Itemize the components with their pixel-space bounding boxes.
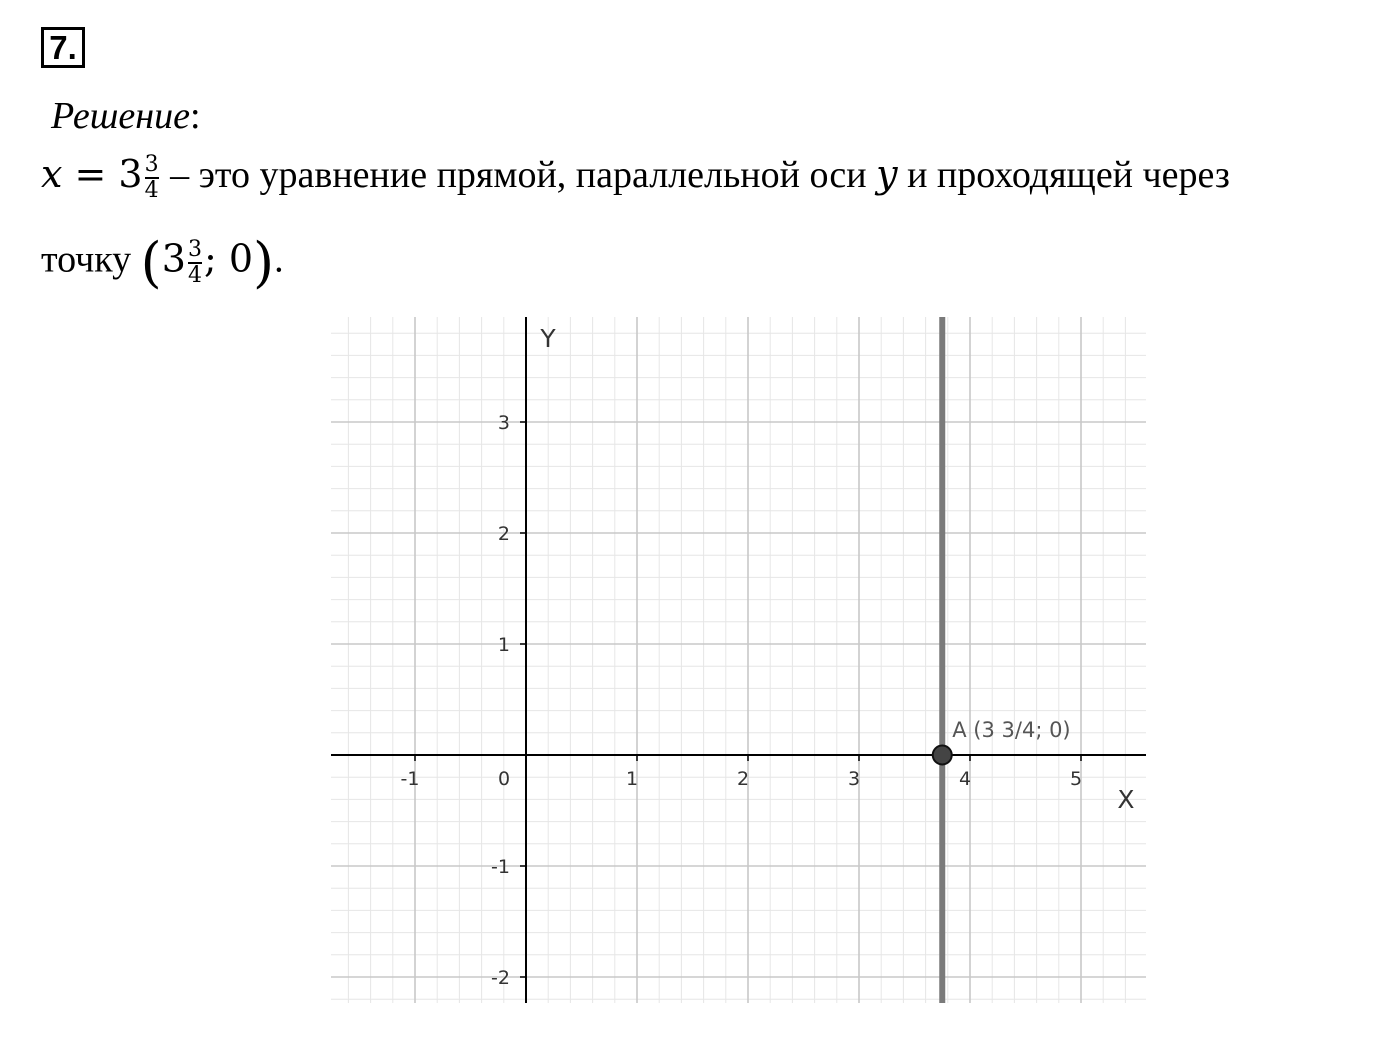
eq-sign: = 3 [62,152,143,196]
point-close-paren: ) [253,231,275,294]
y-axis-label: Y [540,324,556,353]
eq-axis: y [876,152,898,196]
minor-grid [331,317,1146,1003]
y-tick-label: 2 [497,523,510,545]
point-whole: 3 [161,236,186,281]
y-tick-label: 3 [497,412,510,434]
point-word: точку [41,238,141,281]
axes [331,317,1146,1003]
point-group [933,718,1071,765]
x-tick-label: 1 [625,768,639,790]
x-axis-label: X [1117,785,1135,814]
solution-heading-colon: : [189,95,201,137]
point-a [933,746,952,765]
y-tick-label: -2 [491,967,510,989]
solution-heading-text: Решение [51,95,190,137]
origin-label: 0 [497,768,511,790]
eq-var: x [41,152,63,196]
point-period: . [274,238,284,281]
eq-frac-den: 4 [144,178,159,204]
major-grid [331,317,1146,1003]
eq-text-2: и проходящей через [897,154,1230,196]
eq-text-1: – это уравнение прямой, параллельной оси [160,154,877,196]
x-tick-label: 4 [958,768,972,790]
y-tick-label: -1 [491,856,510,878]
point-open-paren: ( [140,231,162,294]
point-rest: ; 0 [203,236,253,281]
x-tick-label: -1 [400,768,420,790]
task-number: 7. [41,27,85,68]
point-frac-num: 3 [187,237,202,262]
x-tick-label: 2 [736,768,750,790]
point-frac-den: 4 [187,263,202,288]
x-tick-label: 5 [1069,768,1083,790]
y-tick-label: 1 [497,634,510,656]
x-tick-label: 3 [847,768,861,790]
tick-labels [401,324,1135,989]
point-a-label: A (3 3/4; 0) [952,718,1071,742]
eq-frac-num: 3 [144,152,159,178]
